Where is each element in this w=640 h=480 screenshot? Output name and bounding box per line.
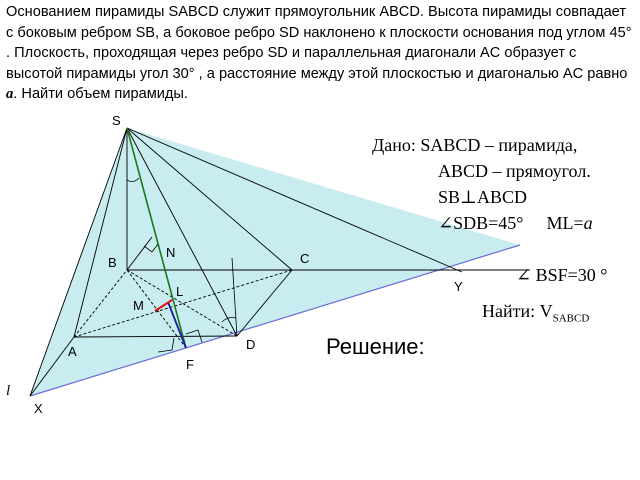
given-ml-a: a <box>583 213 593 233</box>
label-A: A <box>68 344 77 359</box>
given-line-3: SB⊥ABCD <box>438 187 527 207</box>
label-B: B <box>108 255 117 270</box>
label-Y: Y <box>454 279 463 294</box>
given-ml: ML= <box>546 213 584 233</box>
given-line-2: ABCD – прямоугол. <box>438 161 591 181</box>
label-X: X <box>34 401 43 416</box>
find-line <box>482 300 589 330</box>
problem-text-end: . Найти объем пирамиды. <box>13 86 188 102</box>
label-N: N <box>166 245 176 260</box>
label-F: F <box>186 357 194 372</box>
label-L: L <box>176 284 184 299</box>
label-C: C <box>300 251 310 266</box>
label-M: M <box>133 298 144 313</box>
given-line-1: Дано: SABCD – пирамида, <box>372 135 578 155</box>
find-prefix: Найти: V <box>482 301 553 321</box>
solution-heading: Решение: <box>326 334 425 359</box>
given-line-4 <box>438 212 593 234</box>
given-angle-bsf: ∠ BSF=30 ° <box>516 265 608 285</box>
given-angle-sdb: ∠SDB=45° <box>438 213 524 233</box>
find-subscript: SABCD <box>552 312 590 325</box>
label-D: D <box>246 337 256 352</box>
problem-variable-a: a <box>6 86 14 102</box>
problem-text: Основанием пирамиды SABCD служит прямоугольник ABCD. Высота пирамиды совпадает с боковым ребром SB, а боковое ребро SD наклонено к плоскости основания под углом 45° . Плоскость, проходящая через ребро SD и параллельная диагонали AC образует с высотой пирамиды угол 30° , а расстояние между этой плоскостью и диагональю AC равно <box>6 4 632 82</box>
label-S: S <box>112 113 121 128</box>
label-l: l <box>6 383 11 399</box>
